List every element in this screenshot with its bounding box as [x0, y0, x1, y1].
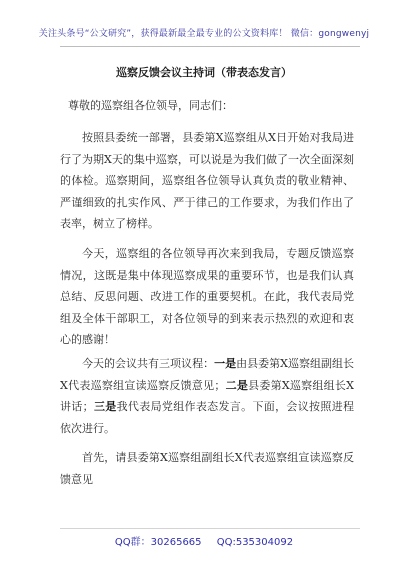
agenda-item-1-text: 由县委第X巡察组副组长X代表巡察组宣读巡察反馈意见； [60, 357, 354, 392]
header-divider [60, 46, 360, 47]
footer [0, 533, 408, 548]
agenda-item-3-text: 我代表局党组作表态发言。下面，会议按照进程依次进行。 [60, 400, 355, 435]
paragraph-2: 今天，巡察组的各位领导再次来到我局，专题反馈巡察情况，这既是集中体现巡察成果的重要环节，也是我们认真总结、反思问题、改进工作的重要契机。在此，我代表局党组及全体干部职工，对各位领导的到来表示热烈的欢迎和衷心的感谢！ [60, 247, 354, 346]
paragraph-3-agenda [60, 353, 354, 439]
agenda-item-1-label: 一是 [214, 357, 237, 370]
footer-qq-group: QQ群：30265665 [114, 537, 202, 548]
document-title: 巡察反馈会议主持词（带表态发言） [116, 66, 292, 79]
salutation: 尊敬的巡察组各位领导，同志们： [68, 99, 233, 112]
agenda-item-2-label: 二是 [225, 378, 249, 392]
footer-divider [60, 528, 360, 529]
agenda-intro: 今天的会议共有三项议程： [82, 357, 215, 370]
agenda-item-2-text: 县委第X巡察组组长X讲话； [60, 378, 354, 413]
paragraph-1: 按照县委统一部署，县委第X巡察组从X日开始对我局进行了为期X天的集中巡察，可以说是为我们做了一次全面深刻的体检。巡察期间，巡察组各位领导认真负责的敬业精神、严谨细致的扎实作风、严于律己的工作要求，为我们作出了表率，树立了榜样。 [60, 131, 354, 230]
footer-qq: QQ:535304092 [216, 537, 294, 548]
agenda-item-3-label: 三是 [93, 400, 117, 413]
header-note: 关注头条号“公文研究”，获得最新最全最专业的公文资料库！ 微信：gongwenyj [38, 29, 370, 39]
paragraph-4: 首先，请县委第X巡察组副组长X代表巡察组宣读巡察反馈意见 [60, 451, 354, 486]
